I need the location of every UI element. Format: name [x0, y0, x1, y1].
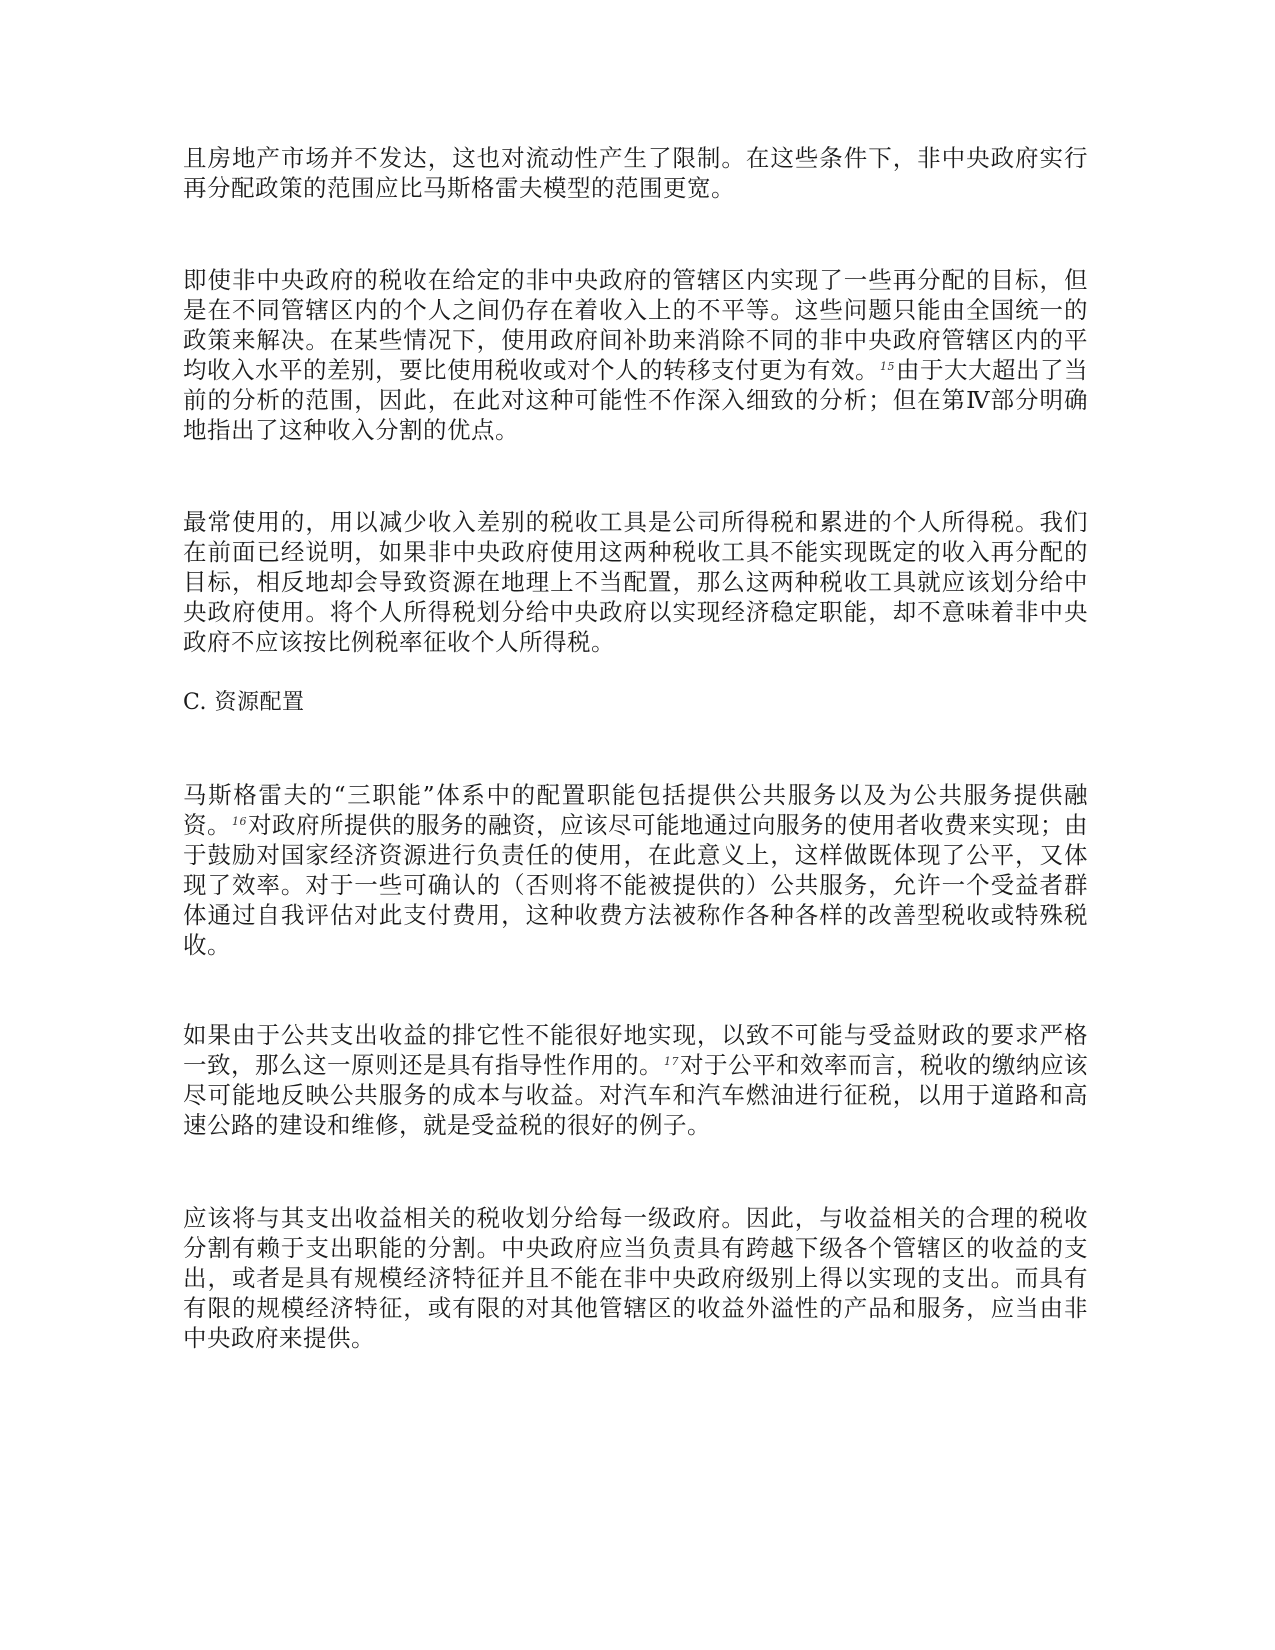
footnote-marker[interactable]: 15: [880, 360, 895, 373]
paragraph-text-continued: 对于公平和效率而言，税收的缴纳应该尽可能地反映公共服务的成本与收益。对汽车和汽车燃油进行征税，以用于道路和高速公路的建设和维修，就是受益税的很好的例子。: [183, 1051, 1088, 1139]
paragraph-intergovernmental-grants: [183, 265, 1088, 445]
paragraph-income-tax: [183, 507, 1088, 657]
paragraph-text: 马斯格雷夫的“三职能”体系中的配置职能包括提供公共服务以及为公共服务提供融资。: [183, 781, 1088, 839]
section-heading: C. 资源配置: [183, 690, 305, 715]
paragraph-text-continued: 对政府所提供的服务的融资，应该尽可能地通过向服务的使用者收费来实现；由于鼓励对国家经济资源进行负责任的使用，在此意义上，这样做既体现了公平，又体现了效率。对于一些可确认的（否则将不能被提供的）公共服务，允许一个受益者群体通过自我评估对此支付费用，这种收费方法被称作各种各样的改善型税收或特殊税收。: [183, 811, 1088, 959]
paragraph-mobility: [183, 143, 1088, 203]
paragraph-text: 如果由于公共支出收益的排它性不能很好地实现，以致不可能与受益财政的要求严格一致，那么这一原则还是具有指导性作用的。: [183, 1021, 1088, 1079]
paragraph-text: 即使非中央政府的税收在给定的非中央政府的管辖区内实现了一些再分配的目标，但是在不同管辖区内的个人之间仍存在着收入上的不平等。这些问题只能由全国统一的政策来解决。在某些情况下，使用政府间补助来消除不同的非中央政府管辖区内的平均收入水平的差别，要比使用税收或对个人的转移支付更为有效。: [183, 266, 1088, 384]
footnote-marker[interactable]: 16: [232, 815, 247, 828]
paragraph-text-continued: 由于大大超出了当前的分析的范围，因此，在此对这种可能性不作深入细致的分析；但在第Ⅳ部分明确地指出了这种收入分割的优点。: [183, 356, 1088, 444]
footnote-marker[interactable]: 17: [664, 1055, 679, 1068]
paragraph-allocation-function: [183, 780, 1088, 960]
paragraph-tax-assignment: [183, 1203, 1088, 1353]
paragraph-text: 应该将与其支出收益相关的税收划分给每一级政府。因此，与收益相关的合理的税收分割有赖于支出职能的分割。中央政府应当负责具有跨越下级各个管辖区的收益的支出，或者是具有规模经济特征并且不能在非中央政府级别上得以实现的支出。而具有有限的规模经济特征，或有限的对其他管辖区的收益外溢性的产品和服务，应当由非中央政府来提供。: [183, 1204, 1088, 1352]
paragraph-text: 且房地产市场并不发达，这也对流动性产生了限制。在这些条件下，非中央政府实行再分配政策的范围应比马斯格雷夫模型的范围更宽。: [183, 144, 1088, 202]
paragraph-text: 最常使用的，用以减少收入差别的税收工具是公司所得税和累进的个人所得税。我们在前面已经说明，如果非中央政府使用这两种税收工具不能实现既定的收入再分配的目标，相反地却会导致资源在地理上不当配置，那么这两种税收工具就应该划分给中央政府使用。将个人所得税划分给中央政府以实现经济稳定职能，却不意味着非中央政府不应该按比例税率征收个人所得税。: [183, 508, 1088, 656]
paragraph-benefit-tax: [183, 1020, 1088, 1140]
